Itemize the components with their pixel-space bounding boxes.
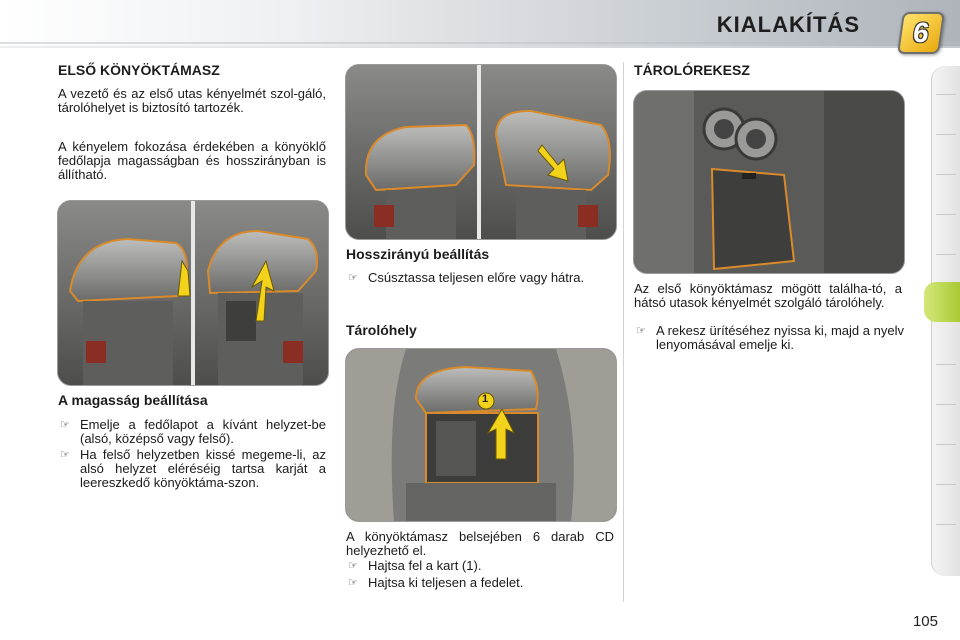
callout-number: 1: [482, 393, 489, 405]
adjust-text: A kényelem fokozása érdekében a könyöklő fedőlapja magasságban és hosszirányban is állítható.: [58, 139, 326, 182]
page-number: 105: [912, 613, 938, 630]
storage-compartment-bullet-1: [634, 324, 904, 352]
rear-storage-photo: [633, 90, 905, 274]
chapter-number-badge: [897, 12, 945, 54]
section-title-storage-compartment: TÁROLÓREKESZ: [634, 62, 750, 78]
storage-text: A könyöktámasz belsejében 6 darab CD helyezhető el.: [346, 529, 614, 558]
height-bullet-1-text: Emelje a fedőlapot a kívánt helyzet-be (alsó, középső vagy felső).: [80, 417, 326, 446]
storage-bullet-2-text: Hajtsa ki teljesen a fedelet.: [368, 575, 524, 590]
longitudinal-bullet-1: [346, 271, 636, 285]
storage-bullet-2: [346, 576, 636, 590]
bullet-hand-icon: ☞: [348, 560, 358, 572]
longitudinal-adjustment-heading: Hosszirányú beállítás: [346, 246, 490, 262]
chapter-number: 6: [911, 17, 932, 48]
armrest-storage-photo: [345, 348, 617, 522]
armrest-height-photo: [57, 200, 329, 386]
height-bullet-2-text: Ha felső helyzetben kissé megeme-li, az alsó helyzet eléréséig tartsa karját a leereszkedő könyöktáma-szon.: [80, 447, 326, 490]
column-divider: [623, 62, 624, 602]
height-adjustment-heading: A magasság beállítása: [58, 392, 208, 408]
storage-bullet-1: [346, 559, 636, 573]
bullet-hand-icon: ☞: [60, 449, 70, 461]
longitudinal-bullet-1-text: Csúsztassa teljesen előre vagy hátra.: [368, 270, 585, 285]
bullet-hand-icon: ☞: [348, 577, 358, 589]
storage-heading: Tárolóhely: [346, 322, 417, 338]
chapter-title: KIALAKÍTÁS: [716, 12, 860, 37]
bullet-hand-icon: ☞: [348, 272, 358, 284]
bullet-hand-icon: ☞: [636, 325, 646, 337]
storage-compartment-bullet-1-text: A rekesz ürítéséhez nyissa ki, majd a nyelv lenyomásával emelje ki.: [656, 323, 904, 352]
section-title-front-armrest: ELSŐ KÖNYÖKTÁMASZ: [58, 62, 220, 78]
intro-text: A vezető és az első utas kényelmét szol-gáló, tárolóhelyet is biztosító tartozék.: [58, 86, 326, 115]
armrest-longitudinal-photo: [345, 64, 617, 240]
storage-compartment-text: Az első könyöktámasz mögött találha-tó, a hátsó utasok kényelmét szolgáló tárolóhely.: [634, 281, 902, 310]
active-chapter-tab: [924, 282, 960, 322]
header-decoration: [0, 40, 960, 50]
height-bullet-2: [58, 448, 326, 490]
height-bullet-1: [58, 418, 326, 446]
bullet-hand-icon: ☞: [60, 419, 70, 431]
storage-bullet-1-text: Hajtsa fel a kart (1).: [368, 558, 482, 573]
